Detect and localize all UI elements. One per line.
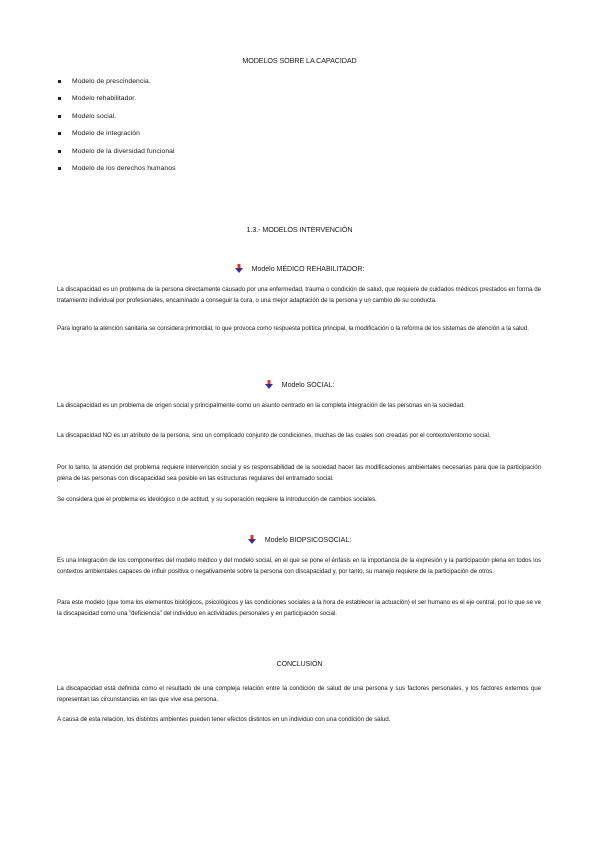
bullet-square-icon [58, 97, 61, 100]
medico-heading: Modelo MÉDICO REHABILITADOR: [251, 266, 365, 273]
page-title: MODELOS SOBRE LA CAPACIDAD [242, 56, 357, 65]
biopsico-heading: Modelo BIOPSICOSOCIAL: [264, 537, 352, 544]
conclusion-paragraph-2: A causa de esta relación, los distintos ambientes pueden tener efectos distintos en un individuo con una condición de salud. [57, 716, 391, 723]
bullet-square-icon [58, 80, 61, 83]
bullet-square-icon [58, 167, 61, 170]
bullet-square-icon [58, 115, 61, 118]
models-list [56, 76, 176, 180]
bullet-square-icon [58, 132, 61, 135]
bullet-square-icon [58, 150, 61, 153]
down-arrow-icon [248, 535, 256, 544]
social-heading: Modelo SOCIAL: [281, 382, 335, 389]
list-item: Modelo de integración [56, 128, 176, 145]
social-paragraph-2: La discapacidad NO es un atributo de la persona, sino un complicado conjunto de condiciones, muchas de las cuales son creadas por el contexto/entorno social. [57, 432, 491, 439]
down-arrow-icon [235, 264, 243, 273]
social-heading-row [0, 380, 599, 389]
biopsico-paragraph-1: Es una integración de los componentes del modelo médico y del modelo social, en el que se pone el énfasis en la importancia de la expresión y la participación plena en todos los contextos ambientales capaces de influir positiva o negativamente sobre la persona con discapacidad y, por tanto, su manejo requiere de la participación de otros. [57, 557, 541, 576]
conclusion-paragraph-1: La discapacidad está definida como el resultado de una compleja relación entre la condición de salud de una persona y sus factores personales, y los factores externos que representan las circunstancias en las que vive esa persona. [57, 685, 541, 704]
list-item: Modelo de la diversidad funcional [56, 146, 176, 163]
biopsico-heading-row [0, 535, 599, 544]
medico-paragraph-1: La discapacidad es un problema de la persona directamente causado por una enfermedad, trauma o condición de salud, que requiere de cuidados médicos prestados en forma de tratamiento individual por profesionales, encaminado a conseguir la cura, o una mejor adaptación de la persona y un cambio de su conducta. [57, 286, 541, 305]
medico-paragraph-2: Para lograrlo la atención sanitaria se considera primordial, lo que provoca como respuesta política principal, la modificación o la reforma de los sistemas de atención a la salud. [57, 325, 529, 332]
list-item: Modelo rehabilitador. [56, 93, 176, 110]
conclusion-heading: CONCLUSIÓN [276, 661, 323, 668]
biopsico-paragraph-2: Para este modelo (que toma los elementos biológicos, psicológicos y las condiciones sociales a la hora de establecer la actuación) el ser humano es el eje central, por lo que se ve la discapacidad como una “deficiencia” del individuo en actividades personales y en participación social. [57, 599, 541, 618]
list-item: Modelo de los derechos humanos [56, 163, 176, 180]
section-title: 1.3.- MODELOS INTERVENCIÓN [246, 225, 353, 234]
social-paragraph-3: Por lo tanto, la atención del problema requiere intervención social y es responsabilidad de la sociedad hacer las modificaciones ambientales necesarias para que la participación plena de las personas con discapacidad sea posible en las estructuras regulares del entramado social. [57, 464, 541, 483]
list-item: Modelo social. [56, 111, 176, 128]
medico-heading-row [0, 264, 599, 273]
list-item: Modelo de prescindencia. [56, 76, 176, 93]
down-arrow-icon [265, 380, 273, 389]
social-paragraph-4: Se considera que el problema es ideológico o de actitud, y su superación requiere la introducción de cambios sociales. [57, 496, 377, 503]
social-paragraph-1: La discapacidad es un problema de origen social y principalmente como un asunto centrado en la completa integración de las personas en la sociedad. [57, 402, 465, 409]
